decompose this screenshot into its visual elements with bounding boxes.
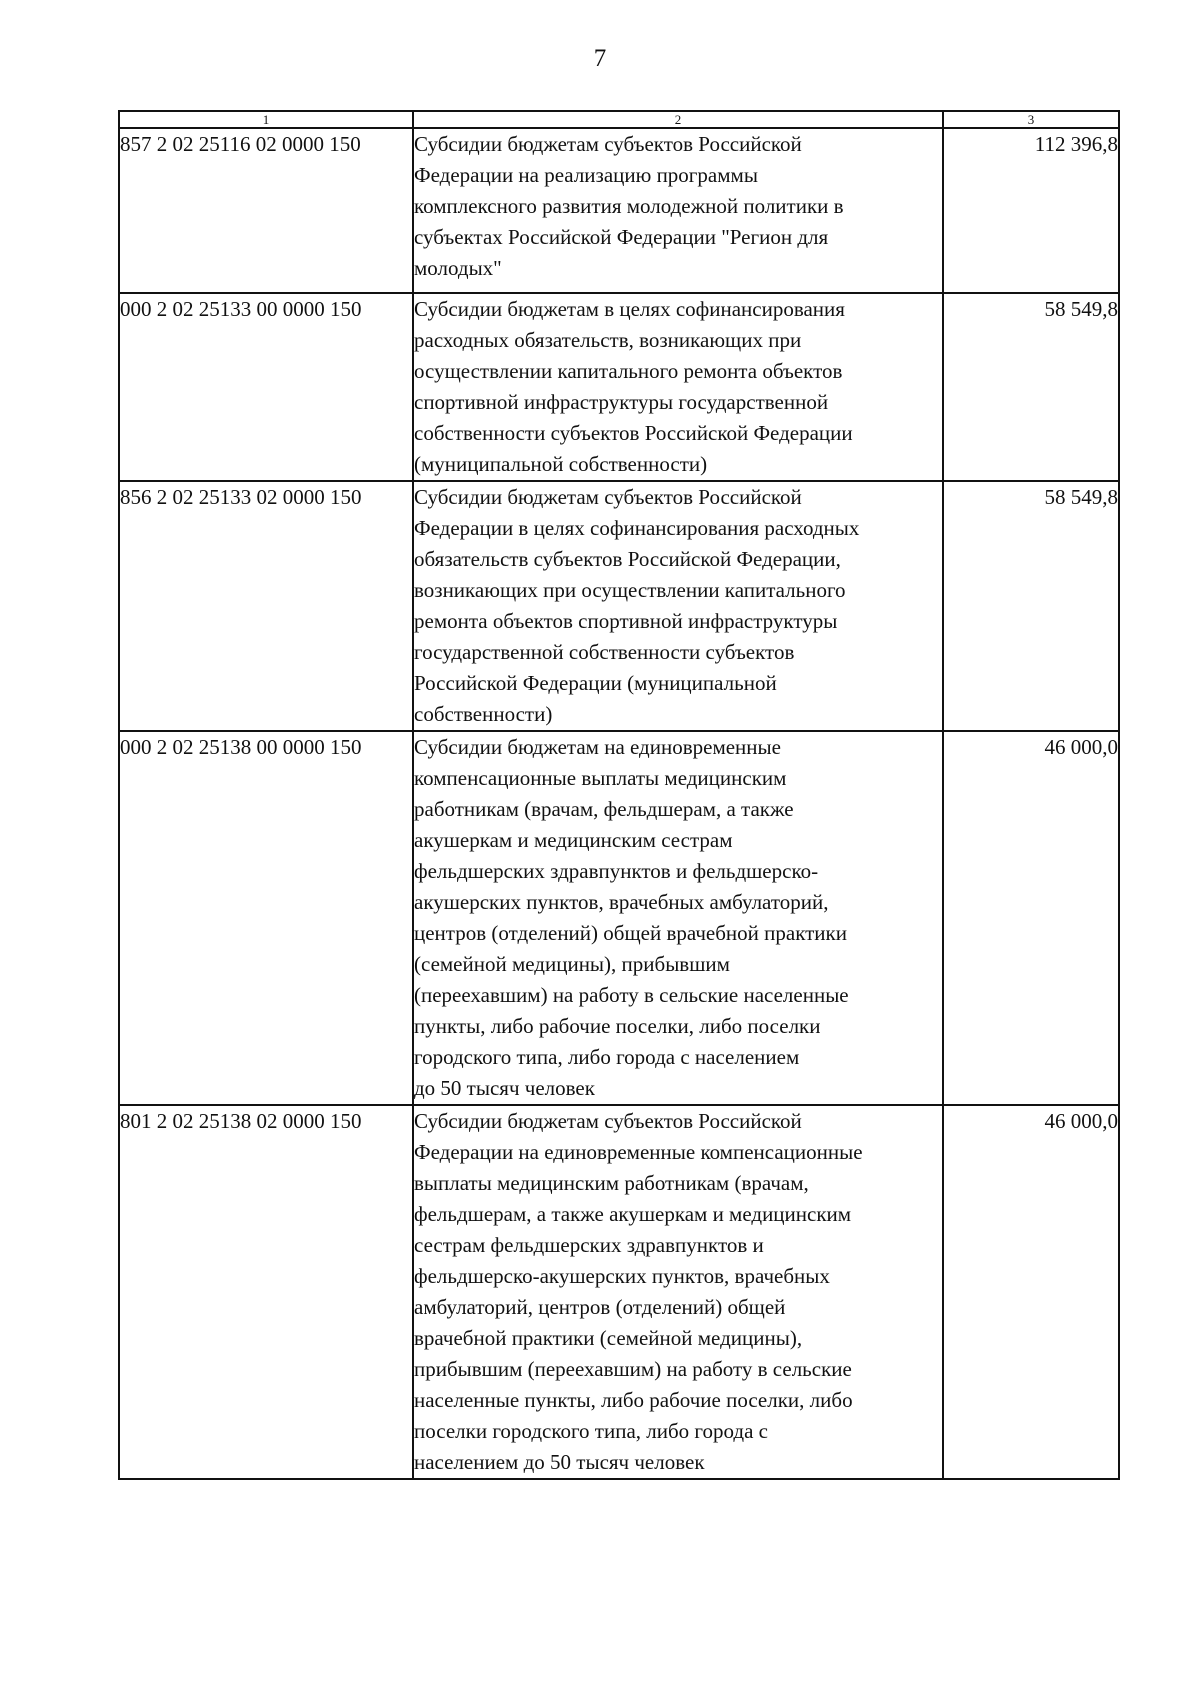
revenue-name-line: (муниципальной собственности) xyxy=(414,452,708,476)
revenue-name-line: комплексного развития молодежной политики в xyxy=(414,194,844,218)
revenue-name xyxy=(413,731,943,1105)
revenue-name-line: собственности) xyxy=(414,702,553,726)
revenue-name-line: Российской Федерации (муниципальной xyxy=(414,671,777,695)
revenue-name-line: акушерских пунктов, врачебных амбулаторий, xyxy=(414,890,829,914)
revenue-name-line: фельдшерских здравпунктов и фельдшерско- xyxy=(414,859,819,883)
revenue-name xyxy=(413,1105,943,1479)
table-row xyxy=(119,481,1119,731)
revenue-name-line: прибывшим (переехавшим) на работу в сельские xyxy=(414,1357,852,1381)
revenue-name-line: спортивной инфраструктуры государственной xyxy=(414,390,829,414)
revenue-name-line: работникам (врачам, фельдшерам, а также xyxy=(414,797,794,821)
column-number-2: 2 xyxy=(413,111,943,128)
revenue-name-line: государственной собственности субъектов xyxy=(414,640,795,664)
revenue-name-line: акушеркам и медицинским сестрам xyxy=(414,828,733,852)
revenue-name-line: компенсационные выплаты медицинским xyxy=(414,766,787,790)
revenue-name-line: до 50 тысяч человек xyxy=(414,1076,595,1100)
revenue-name-line: Субсидии бюджетам субъектов Российской xyxy=(414,485,802,509)
table-body xyxy=(119,128,1119,1479)
revenue-name-line: врачебной практики (семейной медицины), xyxy=(414,1326,803,1350)
revenue-name-line: субъектах Российской Федерации "Регион для xyxy=(414,225,829,249)
revenue-name-line: Федерации на реализацию программы xyxy=(414,163,758,187)
revenue-name-line: поселки городского типа, либо города с xyxy=(414,1419,768,1443)
revenue-name-line: (переехавшим) на работу в сельские населенные xyxy=(414,983,849,1007)
revenue-name-line: Субсидии бюджетам на единовременные xyxy=(414,735,781,759)
budget-classification-code: 857 2 02 25116 02 0000 150 xyxy=(119,128,413,293)
amount-value: 46 000,0 xyxy=(943,1105,1119,1479)
revenue-name-line: обязательств субъектов Российской Федерации, xyxy=(414,547,841,571)
revenue-name-line: возникающих при осуществлении капитального xyxy=(414,578,846,602)
revenue-name-line: ремонта объектов спортивной инфраструктуры xyxy=(414,609,838,633)
revenue-name-line: собственности субъектов Российской Федерации xyxy=(414,421,853,445)
revenue-name-line: (семейной медицины), прибывшим xyxy=(414,952,730,976)
amount-value: 58 549,8 xyxy=(943,481,1119,731)
column-number-1: 1 xyxy=(119,111,413,128)
revenue-name-line: осуществлении капитального ремонта объектов xyxy=(414,359,843,383)
revenue-name-line: городского типа, либо города с населением xyxy=(414,1045,800,1069)
table-row xyxy=(119,293,1119,481)
revenue-name-line: Федерации в целях софинансирования расходных xyxy=(414,516,860,540)
budget-classification-code: 856 2 02 25133 02 0000 150 xyxy=(119,481,413,731)
table-row xyxy=(119,731,1119,1105)
revenue-name-line: Федерации на единовременные компенсационные xyxy=(414,1140,863,1164)
revenue-name xyxy=(413,481,943,731)
budget-classification-code: 801 2 02 25138 02 0000 150 xyxy=(119,1105,413,1479)
column-number-3: 3 xyxy=(943,111,1119,128)
amount-value: 58 549,8 xyxy=(943,293,1119,481)
column-number-row xyxy=(119,111,1119,128)
revenue-name-line: Субсидии бюджетам в целях софинансирования xyxy=(414,297,845,321)
budget-classification-code: 000 2 02 25133 00 0000 150 xyxy=(119,293,413,481)
amount-value: 46 000,0 xyxy=(943,731,1119,1105)
revenue-name-line: фельдшерам, а также акушеркам и медицинским xyxy=(414,1202,852,1226)
revenue-name-line: центров (отделений) общей врачебной практики xyxy=(414,921,847,945)
revenue-name-line: населением до 50 тысяч человек xyxy=(414,1450,705,1474)
revenue-name xyxy=(413,293,943,481)
table-row xyxy=(119,128,1119,293)
amount-value: 112 396,8 xyxy=(943,128,1119,293)
revenue-name-line: населенные пункты, либо рабочие поселки, либо xyxy=(414,1388,853,1412)
revenue-name-line: пункты, либо рабочие поселки, либо поселки xyxy=(414,1014,821,1038)
table-row xyxy=(119,1105,1119,1479)
revenue-name-line: Субсидии бюджетам субъектов Российской xyxy=(414,132,802,156)
revenue-name-line: молодых" xyxy=(414,256,502,280)
revenue-name-line: амбулаторий, центров (отделений) общей xyxy=(414,1295,786,1319)
revenue-name-line: сестрам фельдшерских здравпунктов и xyxy=(414,1233,764,1257)
revenue-name-line: расходных обязательств, возникающих при xyxy=(414,328,802,352)
revenue-name-line: фельдшерско-акушерских пунктов, врачебных xyxy=(414,1264,830,1288)
revenue-name-line: выплаты медицинским работникам (врачам, xyxy=(414,1171,809,1195)
budget-classification-code: 000 2 02 25138 00 0000 150 xyxy=(119,731,413,1105)
page-number: 7 xyxy=(593,45,607,72)
budget-revenue-table xyxy=(118,110,1120,1480)
revenue-name xyxy=(413,128,943,293)
revenue-name-line: Субсидии бюджетам субъектов Российской xyxy=(414,1109,802,1133)
